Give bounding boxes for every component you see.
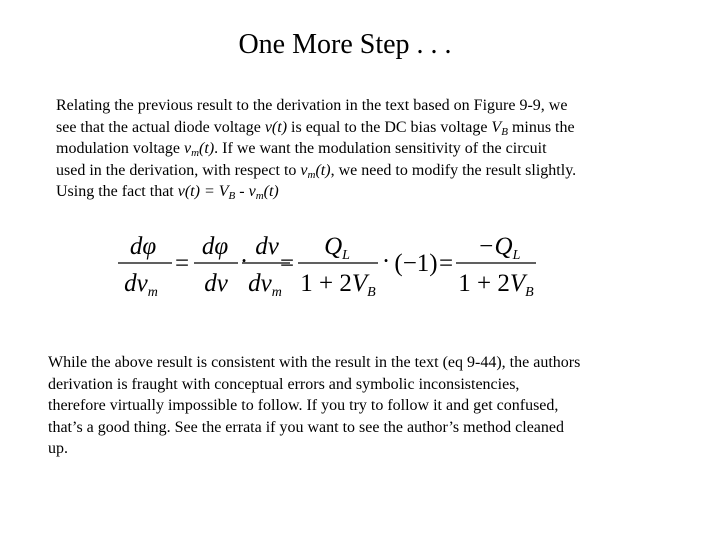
text-run: used in the derivation, with respect to: [56, 161, 301, 179]
paragraph-line: derivation is fraught with conceptual errors and symbolic inconsistencies,: [48, 375, 520, 393]
math-symbol: (t): [199, 140, 215, 157]
eq-term4-denominator: [300, 270, 376, 300]
eq-term3-denominator: [248, 270, 282, 300]
eq-term3-numerator: dv: [255, 233, 279, 260]
eq-dot-2: ·: [381, 248, 391, 275]
text-run: Using the fact that: [56, 183, 178, 200]
math-symbol: V: [491, 118, 502, 136]
paragraph-line: While the above result is consistent with the result in the text (eq 9-44), the authors: [48, 354, 581, 371]
math-symbol: v: [300, 161, 308, 179]
text-run: . If we want the modulation sensitivity of the circuit: [214, 140, 547, 157]
paragraph-line: [56, 160, 656, 182]
math-symbol: (t): [315, 161, 331, 179]
eq-dot-1: ·: [239, 248, 249, 275]
eq-term2-denominator: dv: [204, 270, 228, 297]
eq-term3-den-sub: m: [271, 285, 282, 300]
eq-term5-numerator: [478, 233, 521, 263]
paragraph-line: [56, 95, 656, 117]
eq-equals-3: =: [438, 250, 454, 277]
math-subscript: m: [191, 147, 200, 159]
eq-term4-den-sub: B: [367, 285, 376, 300]
text-run: Relating the previous result to the derivation in the text based on Figure 9-9, we: [56, 97, 568, 114]
eq-term1-den-base: dv: [124, 270, 148, 297]
eq-term4-numerator: [324, 233, 350, 263]
slide-title: One More Step . . .: [238, 29, 452, 60]
math-symbol: v(t) = V: [177, 183, 229, 200]
eq-term2-numerator: dφ: [201, 233, 229, 260]
eq-term3-den-base: dv: [248, 270, 272, 297]
eq-term5-den-sub: B: [525, 285, 534, 300]
eq-equals-2: =: [279, 250, 295, 277]
closing-paragraph: [48, 352, 668, 460]
paragraph-line: therefore virtually impossible to follow. If you try to follow it and get confused,: [48, 397, 559, 414]
text-run: see that the actual diode voltage: [56, 118, 265, 136]
eq-term1-den-sub: m: [147, 285, 158, 300]
intro-paragraph: [56, 95, 656, 203]
math-symbol: v(t): [264, 118, 288, 136]
math-subscript: B: [501, 125, 508, 138]
eq-term5-denominator: [458, 270, 534, 300]
math-symbol: v: [183, 140, 192, 157]
derivative-equation: [110, 220, 550, 310]
paragraph-line: that’s a good thing. See the errata if you want to see the author’s method cleaned: [48, 418, 564, 436]
math-subscript: m: [307, 168, 316, 181]
eq-term4-den-prefix: 1 + 2: [300, 270, 352, 297]
eq-term4-num-sub: L: [342, 248, 350, 263]
paragraph-line: [56, 138, 656, 160]
text-run: is equal to the DC bias voltage: [287, 118, 492, 136]
eq-equals-1: =: [174, 250, 190, 277]
equation-svg: [110, 220, 550, 310]
paragraph-line: [56, 117, 656, 139]
math-symbol: (t): [263, 183, 279, 200]
text-run: minus the: [507, 118, 575, 136]
text-run: modulation voltage: [56, 140, 184, 157]
eq-term5-num-base: −Q: [477, 233, 513, 260]
eq-term1-numerator: dφ: [129, 233, 157, 260]
paragraph-line: up.: [48, 440, 68, 457]
eq-term5-den-prefix: 1 + 2: [458, 270, 510, 297]
math-subscript: m: [255, 190, 264, 202]
eq-term5-num-sub: L: [512, 248, 521, 263]
paragraph-line: [56, 181, 656, 203]
text-run: , we need to modify the result slightly.: [330, 161, 577, 179]
eq-term4-num-base: Q: [324, 233, 343, 260]
math-subscript: B: [228, 190, 236, 202]
math-symbol: - v: [235, 183, 256, 200]
eq-term4-den-base: V: [351, 270, 368, 297]
eq-term1-denominator: [124, 270, 158, 300]
eq-negative-one: (−1): [394, 250, 438, 277]
eq-term5-den-base: V: [509, 270, 526, 297]
